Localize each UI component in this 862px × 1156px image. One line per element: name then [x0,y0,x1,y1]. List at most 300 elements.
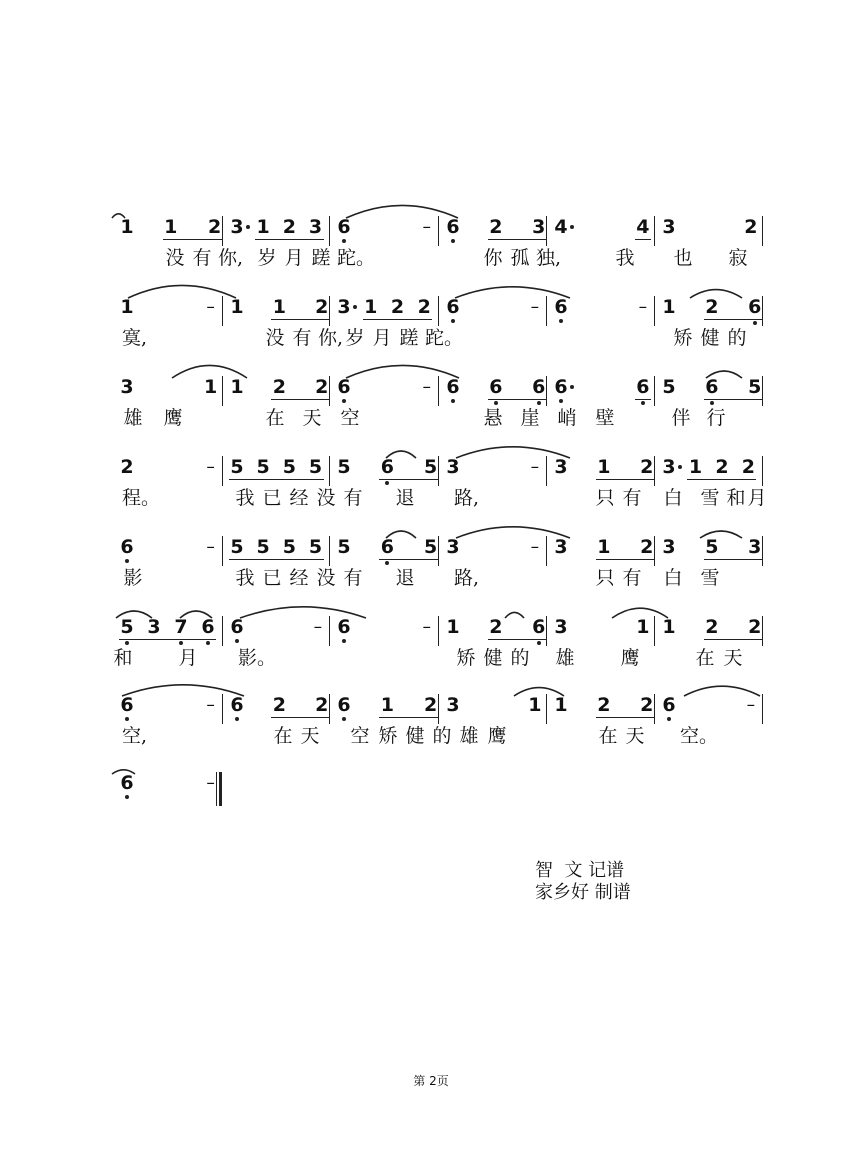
note: 5 [424,456,438,478]
extension-dash: – [206,695,215,715]
lyric-syllable: 的 [727,327,747,349]
beam-underline [704,639,763,640]
barline [762,216,763,246]
octave-dot [710,401,714,405]
note: 3 [120,376,134,398]
note: 2 [315,376,329,398]
octave-dot [494,401,498,405]
lyric-syllable: 退 [395,567,415,589]
score-system-6 [0,614,862,694]
note: 4 [636,216,650,238]
note: 1 [554,694,568,716]
beam-underline [271,319,329,320]
barline [438,456,439,486]
barline [762,616,763,646]
barline [329,296,330,326]
barline [438,376,439,406]
note: 2 [744,216,758,238]
lyric-syllable: 在 [695,647,715,669]
note: 5 [230,456,244,478]
beam-underline [596,559,655,560]
notes-line [0,534,862,564]
note: 6 [201,616,215,638]
barline [222,694,223,724]
barline [654,616,655,646]
lyric-syllable: 只 [595,487,615,509]
lyric-syllable: 的 [432,725,452,747]
lyric-syllable: 的 [510,647,530,669]
beam-underline [488,639,547,640]
lyric-syllable: 已 [262,567,282,589]
lyric-syllable: 寞, [122,327,148,349]
note: 6 [120,694,134,716]
lyric-syllable: 有 [343,487,363,509]
note: 6 [446,376,460,398]
note: 1 [528,694,542,716]
extension-dash: – [530,297,540,317]
extension-dash: – [206,297,215,317]
lyric-syllable: 和 [726,487,746,509]
barline [329,216,330,246]
octave-dot [342,639,346,643]
lyric-syllable: 空 [350,725,370,747]
augmentation-dot [570,385,574,389]
lyric-syllable: 和 [113,647,133,669]
lyric-syllable: 悬 [483,407,503,429]
barline [222,216,223,246]
lyric-syllable: 岁 [257,247,277,269]
note: 1 [380,694,394,716]
lyric-syllable: 只 [595,567,615,589]
octave-dot [451,319,455,323]
note: 5 [662,376,676,398]
credits [535,860,735,904]
octave-dot [206,641,210,645]
note: 3 [446,694,460,716]
note: 2 [489,616,503,638]
lyric-syllable: 天 [723,647,743,669]
note: 1 [230,376,244,398]
lyric-syllable: 鹰 [620,647,640,669]
lyric-syllable: 在 [273,725,293,747]
lyric-syllable: 蹉 [399,327,419,349]
lyric-syllable: 路, [454,567,480,589]
beam-underline [488,399,547,400]
note: 1 [204,376,218,398]
note: 2 [272,376,286,398]
note: 3 [446,536,460,558]
lyric-syllable: 月 [284,247,304,269]
note: 5 [308,536,323,558]
lyric-syllable: 没 [265,327,285,349]
page-number: 第 2页 [413,1074,449,1088]
lyric-syllable: 你, [318,327,344,349]
note: 6 [337,616,351,638]
note: 3 [308,216,323,238]
lyric-syllable: 健 [700,327,720,349]
lyric-syllable: 经 [289,567,309,589]
lyric-syllable: 没 [316,487,336,509]
lyric-syllable: 有 [622,487,642,509]
barline [438,216,439,246]
octave-dot [385,481,389,485]
note: 6 [532,616,546,638]
extension-dash: – [530,457,540,477]
note: 2 [748,616,762,638]
octave-dot [125,641,129,645]
note: 2 [417,296,431,318]
note: 1 [446,616,460,638]
barline [222,536,223,566]
barline [438,616,439,646]
note: 1 [256,216,270,238]
note: 6 [337,216,351,238]
lyrics-line [0,246,862,276]
octave-dot [641,401,645,405]
note: 5 [282,456,296,478]
lyric-syllable: 天 [302,407,322,429]
beam-underline [119,639,216,640]
octave-dot [342,399,346,403]
lyric-syllable: 壁 [595,407,615,429]
note: 3 [662,456,676,478]
lyric-syllable: 路, [454,487,480,509]
lyric-syllable: 雪 [700,567,720,589]
extension-dash: – [206,773,215,793]
lyric-syllable: 蹉 [311,247,331,269]
barline [546,456,547,486]
note: 2 [489,216,503,238]
lyric-syllable: 峭 [557,407,577,429]
octave-dot [125,717,129,721]
beam-underline [635,399,651,400]
lyric-syllable: 白 [663,567,683,589]
lyric-syllable: 没 [316,567,336,589]
lyric-syllable: 我 [235,487,255,509]
note: 1 [662,296,676,318]
barline [762,694,763,724]
augmentation-dot [353,305,357,309]
barline [438,536,439,566]
barline [438,296,439,326]
note: 3 [662,216,676,238]
lyric-syllable: 月 [178,647,198,669]
note: 3 [748,536,762,558]
lyric-syllable: 也 [673,247,693,269]
note: 6 [489,376,503,398]
lyric-syllable: 经 [289,487,309,509]
note: 2 [741,456,756,478]
extension-dash: – [746,695,756,715]
note: 5 [337,456,351,478]
barline [329,694,330,724]
note: 3 [554,456,568,478]
note: 1 [662,616,676,638]
barline [546,536,547,566]
lyric-syllable: 你 [483,247,503,269]
extension-dash: – [422,617,431,637]
note: 2 [705,616,719,638]
note: 3 [337,296,351,318]
octave-dot [559,399,563,403]
beam-underline [596,717,655,718]
note: 5 [256,456,270,478]
note: 2 [207,216,222,238]
lyric-syllable: 没 [165,247,185,269]
note: 2 [272,694,286,716]
score-system-1 [0,214,862,294]
note: 2 [597,694,611,716]
lyric-syllable: 鹰 [487,725,507,747]
octave-dot [342,239,346,243]
note: 5 [230,536,244,558]
lyric-syllable: 雄 [123,407,143,429]
score-system-5 [0,534,862,614]
note: 5 [337,536,351,558]
barline [762,376,763,406]
note: 3 [532,216,546,238]
note: 6 [337,694,351,716]
extension-dash: – [313,617,323,637]
lyric-syllable: 我 [615,247,635,269]
lyric-syllable: 在 [265,407,285,429]
note: 5 [282,536,296,558]
lyric-syllable: 矫 [378,725,398,747]
beam-underline [379,479,438,480]
note: 6 [554,376,568,398]
note: 2 [315,296,329,318]
note: 3 [147,616,161,638]
octave-dot [125,795,129,799]
extension-dash: – [206,537,215,557]
octave-dot [537,401,541,405]
extension-dash: – [422,377,431,397]
lyric-syllable: 影。 [238,647,277,669]
note: 1 [230,296,244,318]
lyric-syllable: 有 [343,567,363,589]
lyrics-line [0,646,862,676]
barline [222,456,223,486]
credit-transcriber: 智 文 记谱 [535,860,625,881]
lyric-syllable: 程。 [122,487,161,509]
note: 4 [554,216,568,238]
note: 5 [748,376,762,398]
lyric-syllable: 白 [663,487,683,509]
barline [654,376,655,406]
notes-line [0,294,862,324]
barline [654,456,655,486]
lyric-syllable: 矫 [456,647,476,669]
augmentation-dot [678,465,682,469]
octave-dot [235,717,239,721]
beam-underline [379,559,438,560]
note: 5 [308,456,323,478]
score-system-3 [0,374,862,454]
beam-underline [163,239,223,240]
lyric-syllable: 健 [405,725,425,747]
note: 1 [272,296,286,318]
note: 6 [636,376,650,398]
octave-dot [451,399,455,403]
note: 6 [662,694,676,716]
augmentation-dot [570,225,574,229]
note: 6 [337,376,351,398]
lyrics-line [0,566,862,596]
barline [329,376,330,406]
lyrics-line [0,802,862,832]
beam-underline [488,239,547,240]
note: 2 [424,694,438,716]
note: 6 [748,296,762,318]
lyric-syllable: 独, [536,247,562,269]
note: 5 [256,536,270,558]
lyric-syllable: 崖 [520,407,540,429]
octave-dot [235,639,239,643]
note: 5 [424,536,438,558]
note: 6 [120,772,134,794]
beam-underline [596,479,655,480]
beam-underline [255,239,323,240]
barline [329,616,330,646]
lyric-syllable: 有 [292,327,312,349]
barline [546,216,547,246]
lyric-syllable: 已 [262,487,282,509]
lyric-syllable: 伴 [671,407,691,429]
barline [654,536,655,566]
score-system-2 [0,294,862,374]
barline [546,296,547,326]
barline [222,296,223,326]
score-system-4 [0,454,862,534]
lyric-syllable: 行 [706,407,726,429]
lyric-syllable: 有 [192,247,212,269]
note: 1 [364,296,378,318]
barline [546,616,547,646]
score-system-7 [0,692,862,772]
note: 7 [174,616,188,638]
beam-underline [635,239,651,240]
notes-line [0,614,862,644]
lyric-syllable: 退 [395,487,415,509]
lyrics-line [0,406,862,436]
note: 6 [380,456,394,478]
lyric-syllable: 月 [747,487,767,509]
barline [762,296,763,326]
lyric-syllable: 天 [625,725,645,747]
lyrics-line [0,724,862,754]
lyric-syllable: 雪 [700,487,720,509]
extension-dash: – [206,457,215,477]
barline [654,296,655,326]
extension-dash: – [638,297,648,317]
barline [546,376,547,406]
note: 2 [120,456,134,478]
barline [438,694,439,724]
barline [654,694,655,724]
note: 2 [640,456,654,478]
note: 3 [554,536,568,558]
lyric-syllable: 跎。 [425,327,464,349]
extension-dash: – [422,217,431,237]
beam-underline [687,479,756,480]
note: 1 [120,296,134,318]
octave-dot [342,717,346,721]
note: 1 [120,216,134,238]
note: 2 [705,296,719,318]
note: 3 [662,536,676,558]
lyric-syllable: 有 [622,567,642,589]
note: 6 [554,296,568,318]
note: 2 [715,456,729,478]
notes-line [0,692,862,722]
note: 6 [446,216,460,238]
lyric-syllable: 你, [218,247,244,269]
note: 6 [532,376,546,398]
note: 6 [230,616,244,638]
notes-line [0,214,862,244]
octave-dot [451,239,455,243]
lyric-syllable: 月 [372,327,392,349]
extension-dash: – [530,537,540,557]
lyric-syllable: 寂 [728,247,748,269]
note: 6 [446,296,460,318]
beam-underline [704,319,763,320]
lyric-syllable: 影 [123,567,143,589]
lyric-syllable: 雄 [459,725,479,747]
note: 6 [380,536,394,558]
octave-dot [559,319,563,323]
octave-dot [667,717,671,721]
note: 6 [120,536,134,558]
note: 2 [640,536,654,558]
octave-dot [753,321,757,325]
barline [222,616,223,646]
note: 1 [597,456,611,478]
score-system-8 [0,770,862,850]
lyric-syllable: 鹰 [163,407,183,429]
barline [222,376,223,406]
lyric-syllable: 天 [300,725,320,747]
credit-producer: 家乡好 制谱 [535,882,631,903]
note: 1 [688,456,703,478]
note: 3 [554,616,568,638]
lyric-syllable: 空。 [680,725,719,747]
note: 2 [315,694,329,716]
notes-line [0,374,862,404]
beam-underline [704,399,763,400]
beam-underline [229,479,324,480]
lyric-syllable: 空 [340,407,360,429]
note: 3 [230,216,244,238]
note: 1 [597,536,611,558]
augmentation-dot [246,225,250,229]
barline [329,536,330,566]
note: 2 [390,296,405,318]
lyric-syllable: 在 [598,725,618,747]
octave-dot [125,559,129,563]
lyric-syllable: 雄 [555,647,575,669]
lyric-syllable: 空, [122,725,148,747]
note: 1 [636,616,650,638]
lyric-syllable: 我 [235,567,255,589]
note: 6 [230,694,244,716]
note: 5 [705,536,719,558]
lyric-syllable: 岁 [345,327,365,349]
note: 2 [282,216,296,238]
barline [329,456,330,486]
barline [546,694,547,724]
beam-underline [379,717,438,718]
